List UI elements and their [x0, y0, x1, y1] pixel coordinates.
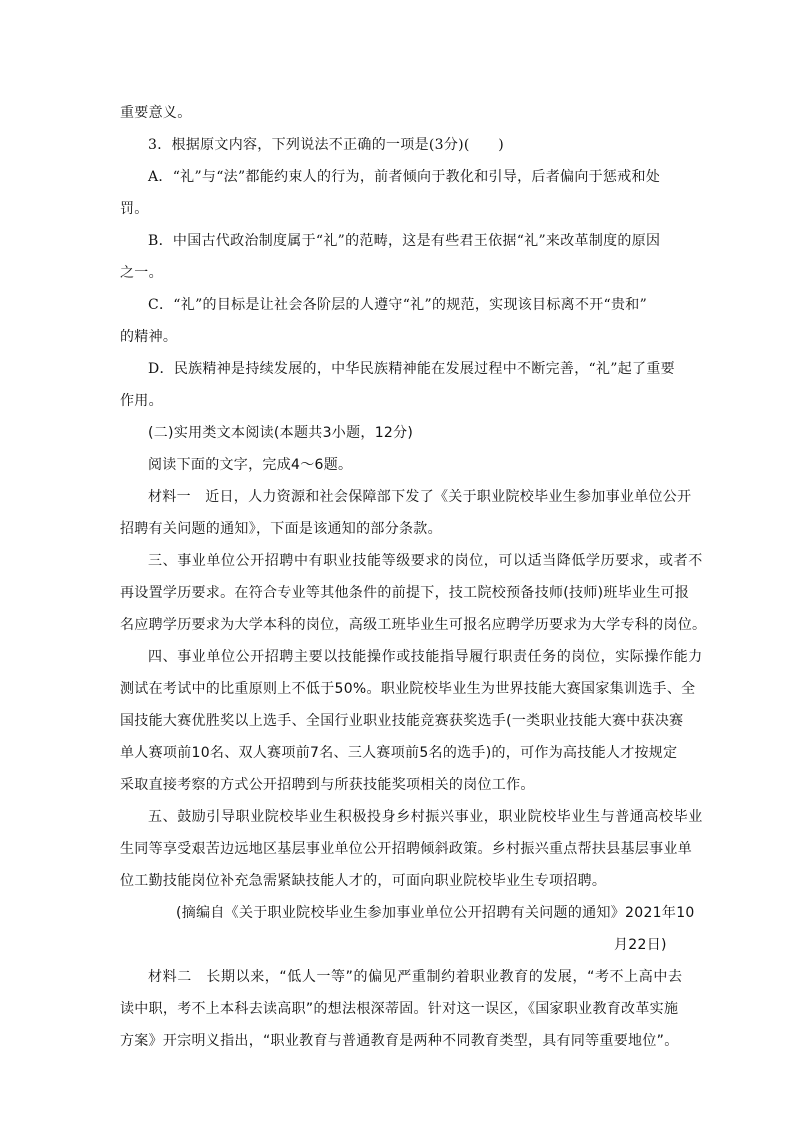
clause-4-line-4: 单人赛项前10名、双人赛项前7名、三人赛项前5名的选手)的，可作为高技能人才按规定	[120, 745, 678, 761]
material-1-line-1: 材料一 近日，人力资源和社会保障部下发了《关于职业院校毕业生参加事业单位公开	[148, 489, 692, 505]
material-2-line-1: 材料二 长期以来，“低人一等”的偏见严重制约着职业教育的发展，“考不上高中去	[148, 969, 683, 985]
source-citation-line-1: (摘编自《关于职业院校毕业生参加事业单位公开招聘有关问题的通知》2021年10	[176, 905, 695, 921]
source-citation-line-2: 月22日)	[614, 937, 667, 953]
clause-4-line-3: 国技能大赛优胜奖以上选手、全国行业职业技能竞赛获奖选手(一类职业技能大赛中获决赛	[120, 713, 684, 729]
option-c-line-1: C．“礼”的目标是让社会各阶层的人遵守“礼”的规范，实现该目标离不开“贵和”	[148, 297, 648, 313]
text-line: 重要意义。	[120, 105, 192, 121]
section-heading: (二)实用类文本阅读(本题共3小题，12分)	[148, 425, 414, 441]
option-d-line-2: 作用。	[120, 393, 163, 409]
material-2-line-2: 读中职，考不上本科去读高职”的想法根深蒂固。针对这一误区，《国家职业教育改革实施	[120, 1001, 679, 1017]
option-c-line-2: 的精神。	[120, 329, 178, 345]
clause-5-line-2: 生同等享受艰苦边远地区基层事业单位公开招聘倾斜政策。乡村振兴重点帮扶县基层事业单	[120, 841, 692, 857]
clause-3-line-2: 再设置学历要求。在符合专业等其他条件的前提下，技工院校预备技师(技师)班毕业生可报	[120, 585, 690, 601]
clause-4-line-1: 四、事业单位公开招聘主要以技能操作或技能指导履行职责任务的岗位，实际操作能力	[148, 649, 703, 665]
question-3-stem: 3．根据原文内容，下列说法不正确的一项是(3分)( )	[148, 137, 505, 153]
clause-5-line-1: 五、鼓励引导职业院校毕业生积极投身乡村振兴事业，职业院校毕业生与普通高校毕业	[148, 809, 703, 825]
option-b-line-2: 之一。	[120, 265, 163, 281]
reading-instruction: 阅读下面的文字，完成4～6题。	[148, 457, 353, 473]
clause-4-line-5: 采取直接考察的方式公开招聘到与所获技能奖项相关的岗位工作。	[120, 777, 535, 793]
material-2-line-3: 方案》开宗明义指出，“职业教育与普通教育是两种不同教育类型，具有同等重要地位”。	[120, 1033, 679, 1049]
option-a-line-2: 罚。	[120, 201, 149, 217]
clause-4-line-2: 测试在考试中的比重原则上不低于50%。职业院校毕业生为世界技能大赛国家集训选手、全	[120, 681, 696, 697]
material-1-line-2: 招聘有关问题的通知》，下面是该通知的部分条款。	[120, 521, 442, 537]
option-a-line-1: A．“礼”与“法”都能约束人的行为，前者倾向于教化和引导，后者偏向于惩戒和处	[148, 169, 661, 185]
option-b-line-1: B．中国古代政治制度属于“礼”的范畴，这是有些君王依据“礼”来改革制度的原因	[148, 233, 661, 249]
clause-3-line-3: 名应聘学历要求为大学本科的岗位，高级工班毕业生可报名应聘学历要求为大学专科的岗位。	[120, 617, 707, 633]
clause-3-line-1: 三、事业单位公开招聘中有职业技能等级要求的岗位，可以适当降低学历要求，或者不	[148, 553, 703, 569]
option-d-line-1: D．民族精神是持续发展的，中华民族精神能在发展过程中不断完善，“礼”起了重要	[148, 361, 675, 377]
clause-5-line-3: 位工勤技能岗位补充急需紧缺技能人才的，可面向职业院校毕业生专项招聘。	[120, 873, 607, 889]
